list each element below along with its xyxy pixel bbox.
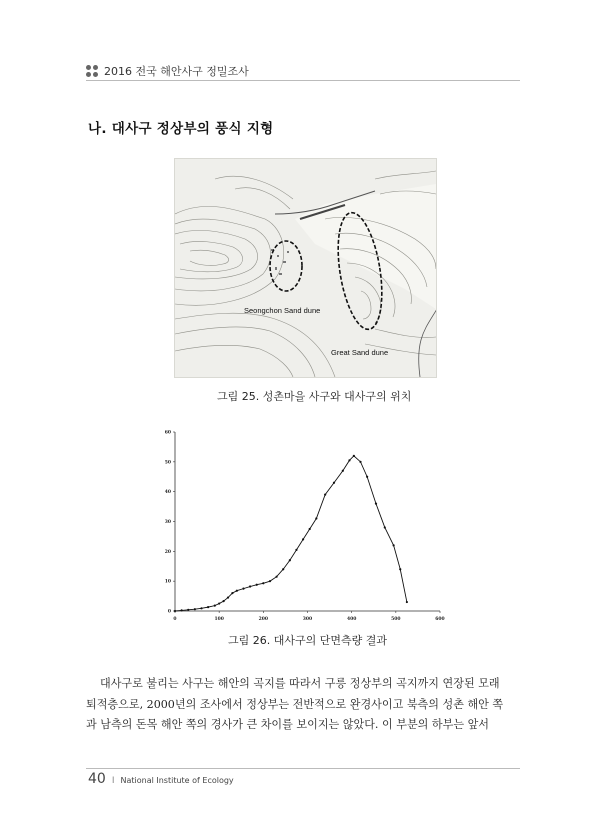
footer-divider: [86, 768, 520, 769]
data-point: [187, 609, 189, 611]
y-tick-label: 50: [164, 460, 171, 466]
page-footer: [88, 771, 234, 787]
x-tick-label: 400: [346, 617, 357, 622]
figure26-caption: 그림 26. 대사구의 단면측량 결과: [228, 634, 387, 647]
x-tick-label: 100: [214, 617, 224, 622]
y-tick-label: 0: [167, 609, 171, 615]
data-point: [302, 538, 304, 540]
data-point: [242, 588, 244, 590]
y-tick-label: 30: [164, 520, 171, 525]
data-point: [231, 592, 233, 594]
y-tick-label: 10: [164, 579, 171, 585]
x-tick-label: 600: [435, 617, 445, 622]
y-tick-label: 20: [164, 549, 171, 555]
data-point: [399, 568, 401, 570]
page-number: 40: [88, 771, 106, 787]
data-point: [194, 608, 196, 610]
data-point: [269, 580, 271, 582]
data-point: [200, 607, 202, 609]
data-point: [393, 544, 395, 546]
footer-separator: I: [111, 776, 115, 786]
seongchon-label: Seongchon Sand dune: [244, 306, 321, 315]
paragraph-line: 과 남측의 돈목 해안 쪽의 경사가 큰 차이를 보이지는 않았다. 이 부분의 하부는 앞서: [86, 718, 490, 731]
data-point: [262, 582, 264, 584]
header-dots-icon: [86, 65, 98, 77]
data-point: [406, 601, 408, 603]
x-tick-label: 0: [173, 617, 177, 622]
x-tick-label: 500: [391, 617, 401, 622]
topographic-map-drawing: [175, 159, 436, 377]
data-point: [256, 584, 258, 586]
data-point: [222, 600, 224, 602]
running-header: [86, 63, 249, 79]
paragraph-line: 대사구로 불리는 사구는 해안의 곡지를 따라서 구릉 정상부의 곡지까지 연장된 모래: [100, 677, 500, 690]
footer-institution: National Institute of Ecology: [120, 776, 234, 785]
data-point: [375, 503, 377, 505]
data-point: [214, 605, 216, 607]
data-point: [181, 609, 183, 611]
data-point: [359, 461, 361, 463]
data-point: [348, 459, 350, 461]
data-point: [342, 470, 344, 472]
data-point: [289, 559, 291, 561]
profile-line: [175, 456, 407, 611]
paragraph-line: 퇴적층으로, 2000년의 조사에서 정상부는 전반적으로 완경사이고 북측의 성촌 해안 쪽: [86, 697, 504, 711]
data-point: [227, 596, 229, 598]
figure25-caption: 그림 25. 성촌마을 사구와 대사구의 위치: [217, 390, 412, 403]
x-tick-label: 300: [302, 617, 313, 622]
data-point: [174, 610, 176, 612]
great-dune-label: Great Sand dune: [331, 348, 389, 357]
profile-chart-svg: [160, 422, 450, 622]
data-point: [295, 549, 297, 551]
y-tick-label: 40: [164, 490, 171, 496]
profile-chart: [160, 422, 450, 622]
data-point: [282, 568, 284, 570]
data-point: [324, 494, 326, 496]
data-point: [366, 476, 368, 478]
data-point: [249, 585, 251, 587]
body-paragraph: [86, 674, 522, 736]
data-point: [353, 455, 355, 457]
header-title: 2016 전국 해안사구 정밀조사: [104, 65, 249, 78]
data-point: [333, 482, 335, 484]
x-tick-label: 200: [258, 617, 269, 622]
y-tick-label: 60: [164, 430, 171, 436]
topographic-map-figure: [174, 158, 437, 378]
data-point: [309, 528, 311, 530]
data-point: [315, 517, 317, 519]
data-point: [236, 590, 238, 592]
section-title: 나. 대사구 정상부의 풍식 지형: [88, 121, 274, 137]
header-divider: [86, 80, 520, 81]
data-point: [384, 526, 386, 528]
data-point: [207, 606, 209, 608]
data-point: [218, 602, 220, 604]
data-point: [275, 576, 277, 578]
